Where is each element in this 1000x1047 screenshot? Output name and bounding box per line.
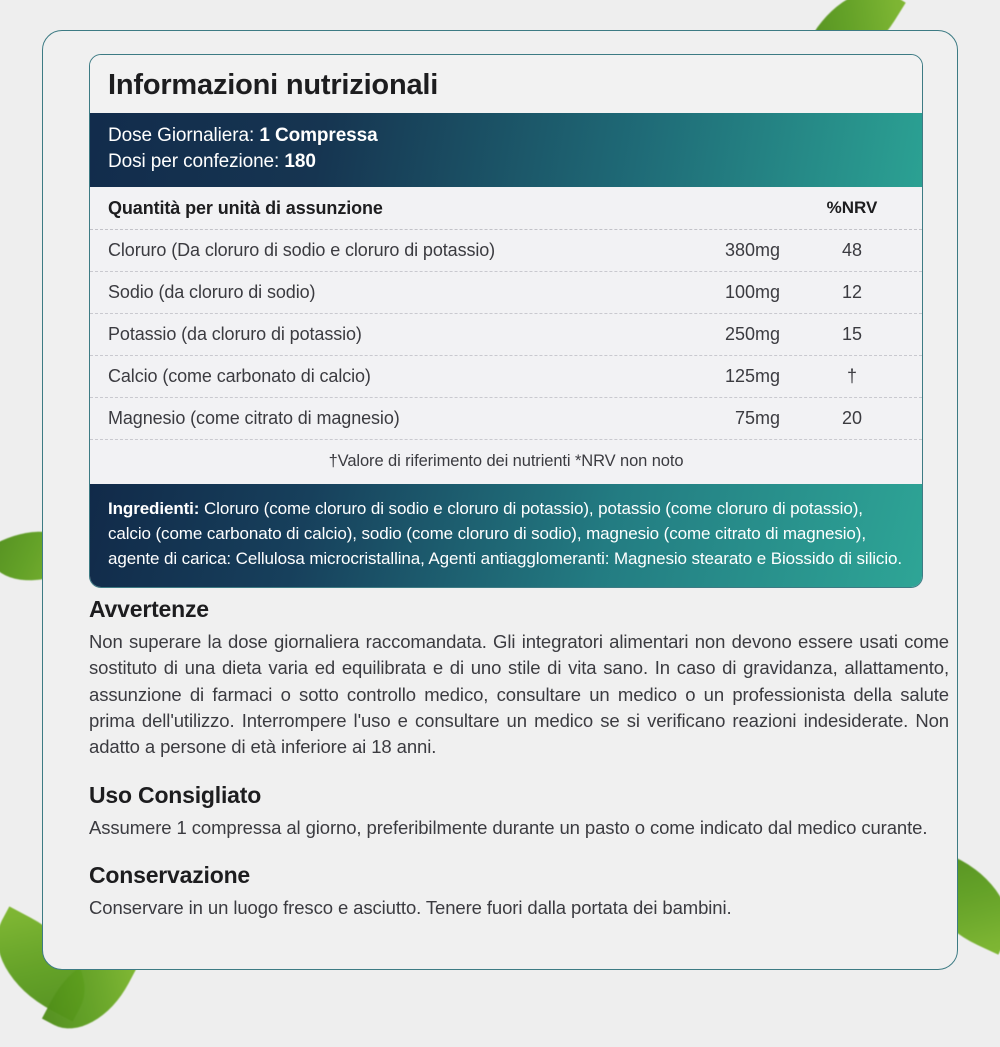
nutrition-facts-panel <box>89 54 923 588</box>
table-row <box>90 356 922 398</box>
servings-per-container-line <box>108 149 904 175</box>
serving-information-band <box>90 113 922 187</box>
usage-section <box>89 782 949 841</box>
nutrient-name: Cloruro (Da cloruro di sodio e cloruro di potassio) <box>108 239 496 260</box>
ingredients-label: Ingredienti: <box>108 498 200 518</box>
nutrient-amount: 100mg <box>724 281 780 302</box>
usage-body: Assumere 1 compressa al giorno, preferibilmente durante un pasto o come indicato dal medico curante. <box>89 817 928 839</box>
supplement-label-card <box>42 30 958 970</box>
storage-heading: Conservazione <box>89 861 251 888</box>
nutrient-amount: 125mg <box>724 365 780 386</box>
serving-size-value: 1 Compressa <box>259 125 378 146</box>
nutrient-amount: 380mg <box>724 239 780 260</box>
table-row <box>90 314 922 356</box>
nutrition-panel-title: Informazioni nutrizionali <box>90 55 922 113</box>
info-sections <box>89 596 949 943</box>
nutrient-nrv: 48 <box>841 239 863 260</box>
column-header-quantity: Quantità per unità di assunzione <box>108 197 383 218</box>
storage-body: Conservare in un luogo fresco e asciutto. Tenere fuori dalla portata dei bambini. <box>89 896 732 918</box>
nutrition-table-header <box>90 187 922 230</box>
nutrient-nrv: † <box>846 365 857 386</box>
serving-size-label: Dose Giornaliera: <box>108 125 255 146</box>
usage-heading: Uso Consigliato <box>89 782 262 809</box>
nutrient-amount: 250mg <box>724 323 780 344</box>
nutrient-name: Potassio (da cloruro di potassio) <box>108 323 362 344</box>
table-row <box>90 272 922 314</box>
table-row <box>90 398 922 440</box>
storage-section <box>89 862 949 921</box>
serving-size-line <box>108 123 904 149</box>
warnings-heading: Avvertenze <box>89 596 209 622</box>
ingredients-text: Cloruro (come cloruro di sodio e cloruro di potassio), potassio (come cloruro di potassio), calcio (come carbonato di calcio), sodio (come cloruro di sodio), magnesio (come citrato di magnesio), agente di carica: Cellulosa microcristallina, Agenti antiagglomeranti: Magnesio stearato e Biossido di silicio. <box>108 498 902 568</box>
nutrient-name: Calcio (come carbonato di calcio) <box>108 365 371 386</box>
servings-per-container-label: Dosi per confezione: <box>108 150 280 172</box>
warnings-section <box>89 596 949 760</box>
nutrient-nrv: 15 <box>841 323 863 344</box>
nutrient-nrv: 20 <box>841 407 863 428</box>
nutrient-amount: 75mg <box>734 407 780 428</box>
table-row <box>90 230 922 272</box>
warnings-body: Non superare la dose giornaliera raccomandata. Gli integratori alimentari non devono essere usati come sostituto di una dieta varia ed equilibrata e di uno stile di vita sano. In caso di gravidanza, allattamento, assunzione di farmaci o sotto controllo medico, consultare un medico o un professionista della salute prima dell'utilizzo. Interrompere l'uso e consultare un medico se si verificano reazioni indesiderate. Non adatto a persone di età inferiore ai 18 anni. <box>89 631 949 758</box>
servings-per-container-value: 180 <box>284 150 316 172</box>
nutrient-name: Sodio (da cloruro di sodio) <box>108 281 316 302</box>
ingredients-block <box>90 484 922 587</box>
nutrient-nrv: 12 <box>841 281 863 302</box>
nutrient-name: Magnesio (come citrato di magnesio) <box>108 407 400 428</box>
column-header-nrv: %NRV <box>826 198 878 218</box>
nrv-footnote: †Valore di riferimento dei nutrienti *NRV non noto <box>90 440 922 484</box>
